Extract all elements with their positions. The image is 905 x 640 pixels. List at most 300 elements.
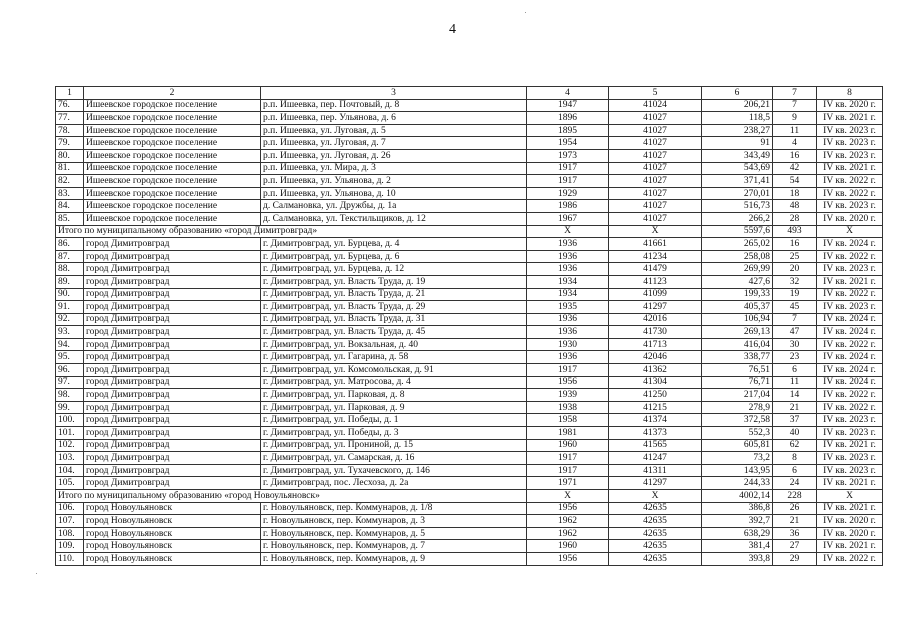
row-number-cell: 91.	[56, 301, 84, 314]
term-cell: IV кв. 2024 г.	[817, 238, 883, 251]
code-cell: 41027	[609, 212, 702, 225]
code-cell: 41565	[609, 439, 702, 452]
table-row	[56, 364, 883, 377]
year-cell: 1929	[527, 187, 609, 200]
table-row	[56, 452, 883, 465]
code-cell: 41024	[609, 99, 702, 112]
count-cell: 48	[773, 200, 817, 213]
address-cell: г. Димитровград, ул. Тухачевского, д. 146	[261, 464, 527, 477]
area-cell: 73,2	[702, 452, 773, 465]
year-cell: 1954	[527, 137, 609, 150]
table-row	[56, 238, 883, 251]
area-cell: 206,21	[702, 99, 773, 112]
year-cell: 1917	[527, 464, 609, 477]
code-cell: 41297	[609, 477, 702, 490]
area-cell: 278,9	[702, 401, 773, 414]
count-cell: 62	[773, 439, 817, 452]
address-cell: г. Димитровград, ул. Бурцева, д. 6	[261, 250, 527, 263]
area-cell: 516,73	[702, 200, 773, 213]
settlement-cell: город Димитровград	[84, 351, 261, 364]
count-cell: 19	[773, 288, 817, 301]
row-number-cell: 103.	[56, 452, 84, 465]
address-cell: д. Салмановка, ул. Текстильщиков, д. 12	[261, 212, 527, 225]
row-number-cell: 83.	[56, 187, 84, 200]
row-number-cell: 78.	[56, 124, 84, 137]
year-cell: 1971	[527, 477, 609, 490]
year-cell: 1958	[527, 414, 609, 427]
row-number-cell: 85.	[56, 212, 84, 225]
column-number-row	[56, 87, 883, 100]
code-cell: 41661	[609, 238, 702, 251]
subtotal-row	[56, 490, 883, 503]
area-cell: 91	[702, 137, 773, 150]
table-row	[56, 351, 883, 364]
term-cell: X	[817, 225, 883, 238]
row-number-cell: 95.	[56, 351, 84, 364]
year-cell: 1934	[527, 288, 609, 301]
term-cell: IV кв. 2022 г.	[817, 250, 883, 263]
count-cell: 7	[773, 99, 817, 112]
column-number-cell: 4	[527, 87, 609, 100]
term-cell: IV кв. 2024 г.	[817, 376, 883, 389]
settlement-cell: город Димитровград	[84, 364, 261, 377]
settlement-cell: город Новоульяновск	[84, 552, 261, 565]
term-cell: IV кв. 2021 г.	[817, 502, 883, 515]
address-cell: г. Димитровград, ул. Парковая, д. 8	[261, 389, 527, 402]
count-cell: 6	[773, 464, 817, 477]
row-number-cell: 77.	[56, 112, 84, 125]
count-cell: 36	[773, 527, 817, 540]
term-cell: IV кв. 2020 г.	[817, 99, 883, 112]
subtotal-label: Итого по муниципальному образованию «город Новоульяновск»	[56, 490, 527, 503]
term-cell: IV кв. 2022 г.	[817, 175, 883, 188]
count-cell: 32	[773, 275, 817, 288]
settlement-cell: город Димитровград	[84, 326, 261, 339]
area-cell: 118,5	[702, 112, 773, 125]
year-cell: 1967	[527, 212, 609, 225]
settlement-cell: город Димитровград	[84, 464, 261, 477]
year-cell: 1938	[527, 401, 609, 414]
row-number-cell: 106.	[56, 502, 84, 515]
count-cell: 7	[773, 313, 817, 326]
address-cell: г. Димитровград, ул. Прониной, д. 15	[261, 439, 527, 452]
address-cell: г. Новоульяновск, пер. Коммунаров, д. 3	[261, 515, 527, 528]
row-number-cell: 101.	[56, 427, 84, 440]
row-number-cell: 90.	[56, 288, 84, 301]
area-cell: 258,08	[702, 250, 773, 263]
settlement-cell: город Димитровград	[84, 238, 261, 251]
area-cell: 405,37	[702, 301, 773, 314]
address-cell: г. Димитровград, ул. Комсомольская, д. 91	[261, 364, 527, 377]
column-number-cell: 6	[702, 87, 773, 100]
column-number-cell: 5	[609, 87, 702, 100]
year-cell: 1934	[527, 275, 609, 288]
area-cell: 427,6	[702, 275, 773, 288]
year-cell: 1981	[527, 427, 609, 440]
term-cell: IV кв. 2021 г.	[817, 477, 883, 490]
count-cell: 228	[773, 490, 817, 503]
count-cell: 47	[773, 326, 817, 339]
area-cell: 76,71	[702, 376, 773, 389]
data-table	[55, 86, 883, 566]
code-cell: 41027	[609, 112, 702, 125]
code-cell: 41713	[609, 338, 702, 351]
area-cell: 269,99	[702, 263, 773, 276]
area-cell: 217,04	[702, 389, 773, 402]
code-cell: X	[609, 225, 702, 238]
count-cell: 40	[773, 427, 817, 440]
address-cell: г. Димитровград, ул. Гагарина, д. 58	[261, 351, 527, 364]
year-cell: 1973	[527, 149, 609, 162]
row-number-cell: 86.	[56, 238, 84, 251]
term-cell: IV кв. 2024 г.	[817, 326, 883, 339]
count-cell: 30	[773, 338, 817, 351]
row-number-cell: 92.	[56, 313, 84, 326]
area-cell: 265,02	[702, 238, 773, 251]
address-cell: г. Димитровград, ул. Бурцева, д. 12	[261, 263, 527, 276]
count-cell: 14	[773, 389, 817, 402]
term-cell: IV кв. 2022 г.	[817, 552, 883, 565]
term-cell: IV кв. 2021 г.	[817, 112, 883, 125]
row-number-cell: 98.	[56, 389, 84, 402]
term-cell: IV кв. 2020 г.	[817, 212, 883, 225]
count-cell: 24	[773, 477, 817, 490]
code-cell: 41027	[609, 149, 702, 162]
term-cell: IV кв. 2021 г.	[817, 439, 883, 452]
address-cell: г. Димитровград, ул. Власть Труда, д. 19	[261, 275, 527, 288]
area-cell: 543,69	[702, 162, 773, 175]
row-number-cell: 93.	[56, 326, 84, 339]
term-cell: IV кв. 2022 г.	[817, 389, 883, 402]
count-cell: 4	[773, 137, 817, 150]
row-number-cell: 94.	[56, 338, 84, 351]
term-cell: IV кв. 2022 г.	[817, 338, 883, 351]
code-cell: X	[609, 490, 702, 503]
term-cell: IV кв. 2024 г.	[817, 351, 883, 364]
row-number-cell: 89.	[56, 275, 84, 288]
address-cell: г. Димитровград, ул. Власть Труда, д. 31	[261, 313, 527, 326]
address-cell: г. Новоульяновск, пер. Коммунаров, д. 1/8	[261, 502, 527, 515]
year-cell: 1936	[527, 263, 609, 276]
count-cell: 21	[773, 515, 817, 528]
settlement-cell: город Новоульяновск	[84, 527, 261, 540]
table-row	[56, 288, 883, 301]
term-cell: IV кв. 2023 г.	[817, 414, 883, 427]
count-cell: 16	[773, 149, 817, 162]
table-row	[56, 477, 883, 490]
column-number-cell: 3	[261, 87, 527, 100]
row-number-cell: 110.	[56, 552, 84, 565]
code-cell: 41215	[609, 401, 702, 414]
count-cell: 11	[773, 124, 817, 137]
code-cell: 42635	[609, 502, 702, 515]
address-cell: г. Димитровград, ул. Власть Труда, д. 21	[261, 288, 527, 301]
table-row	[56, 414, 883, 427]
table-row	[56, 275, 883, 288]
table-row	[56, 175, 883, 188]
table-row	[56, 427, 883, 440]
term-cell: IV кв. 2023 г.	[817, 452, 883, 465]
term-cell: IV кв. 2022 г.	[817, 187, 883, 200]
settlement-cell: город Димитровград	[84, 414, 261, 427]
year-cell: X	[527, 490, 609, 503]
table-row	[56, 137, 883, 150]
column-number-cell: 1	[56, 87, 84, 100]
column-number-cell: 2	[84, 87, 261, 100]
count-cell: 16	[773, 238, 817, 251]
row-number-cell: 99.	[56, 401, 84, 414]
code-cell: 41027	[609, 137, 702, 150]
settlement-cell: город Димитровград	[84, 376, 261, 389]
term-cell: IV кв. 2023 г.	[817, 301, 883, 314]
address-cell: г. Димитровград, ул. Парковая, д. 9	[261, 401, 527, 414]
count-cell: 42	[773, 162, 817, 175]
area-cell: 392,7	[702, 515, 773, 528]
table-row	[56, 515, 883, 528]
settlement-cell: Ишеевское городское поселение	[84, 187, 261, 200]
settlement-cell: Ишеевское городское поселение	[84, 162, 261, 175]
count-cell: 6	[773, 364, 817, 377]
settlement-cell: Ишеевское городское поселение	[84, 99, 261, 112]
term-cell: IV кв. 2023 г.	[817, 124, 883, 137]
area-cell: 393,8	[702, 552, 773, 565]
code-cell: 42016	[609, 313, 702, 326]
term-cell: IV кв. 2020 г.	[817, 515, 883, 528]
subtotal-row	[56, 225, 883, 238]
area-cell: 605,81	[702, 439, 773, 452]
settlement-cell: город Димитровград	[84, 263, 261, 276]
row-number-cell: 81.	[56, 162, 84, 175]
table-row	[56, 389, 883, 402]
term-cell: IV кв. 2024 г.	[817, 364, 883, 377]
settlement-cell: город Димитровград	[84, 275, 261, 288]
code-cell: 41730	[609, 326, 702, 339]
table-row	[56, 250, 883, 263]
area-cell: 638,29	[702, 527, 773, 540]
term-cell: IV кв. 2021 г.	[817, 162, 883, 175]
year-cell: 1917	[527, 452, 609, 465]
settlement-cell: Ишеевское городское поселение	[84, 149, 261, 162]
row-number-cell: 109.	[56, 540, 84, 553]
code-cell: 42635	[609, 540, 702, 553]
count-cell: 25	[773, 250, 817, 263]
area-cell: 4002,14	[702, 490, 773, 503]
code-cell: 41099	[609, 288, 702, 301]
address-cell: р.п. Ишеевка, ул. Мира, д. 3	[261, 162, 527, 175]
count-cell: 27	[773, 540, 817, 553]
count-cell: 8	[773, 452, 817, 465]
table-row	[56, 439, 883, 452]
area-cell: 343,49	[702, 149, 773, 162]
count-cell: 37	[773, 414, 817, 427]
table-row	[56, 301, 883, 314]
settlement-cell: город Димитровград	[84, 250, 261, 263]
term-cell: IV кв. 2023 г.	[817, 137, 883, 150]
row-number-cell: 108.	[56, 527, 84, 540]
area-cell: 5597,6	[702, 225, 773, 238]
year-cell: 1947	[527, 99, 609, 112]
table-row	[56, 149, 883, 162]
year-cell: 1936	[527, 313, 609, 326]
settlement-cell: Ишеевское городское поселение	[84, 212, 261, 225]
settlement-cell: город Димитровград	[84, 288, 261, 301]
row-number-cell: 84.	[56, 200, 84, 213]
row-number-cell: 76.	[56, 99, 84, 112]
year-cell: X	[527, 225, 609, 238]
code-cell: 41027	[609, 187, 702, 200]
year-cell: 1936	[527, 250, 609, 263]
address-cell: г. Димитровград, ул. Самарская, д. 16	[261, 452, 527, 465]
term-cell: IV кв. 2022 г.	[817, 288, 883, 301]
code-cell: 41234	[609, 250, 702, 263]
column-number-cell: 8	[817, 87, 883, 100]
code-cell: 42635	[609, 515, 702, 528]
term-cell: X	[817, 490, 883, 503]
settlement-cell: Ишеевское городское поселение	[84, 124, 261, 137]
settlement-cell: город Димитровград	[84, 427, 261, 440]
year-cell: 1962	[527, 527, 609, 540]
table-row	[56, 187, 883, 200]
row-number-cell: 102.	[56, 439, 84, 452]
table-row	[56, 464, 883, 477]
term-cell: IV кв. 2023 г.	[817, 464, 883, 477]
year-cell: 1956	[527, 376, 609, 389]
code-cell: 41311	[609, 464, 702, 477]
row-number-cell: 80.	[56, 149, 84, 162]
settlement-cell: город Новоульяновск	[84, 515, 261, 528]
code-cell: 41250	[609, 389, 702, 402]
address-cell: р.п. Ишеевка, ул. Луговая, д. 7	[261, 137, 527, 150]
settlement-cell: Ишеевское городское поселение	[84, 112, 261, 125]
year-cell: 1917	[527, 364, 609, 377]
code-cell: 41123	[609, 275, 702, 288]
year-cell: 1956	[527, 552, 609, 565]
year-cell: 1895	[527, 124, 609, 137]
code-cell: 41362	[609, 364, 702, 377]
page-number: 4	[449, 22, 456, 37]
year-cell: 1917	[527, 162, 609, 175]
year-cell: 1939	[527, 389, 609, 402]
settlement-cell: город Новоульяновск	[84, 540, 261, 553]
address-cell: г. Димитровград, ул. Вокзальная, д. 40	[261, 338, 527, 351]
table-row	[56, 401, 883, 414]
row-number-cell: 88.	[56, 263, 84, 276]
area-cell: 381,4	[702, 540, 773, 553]
count-cell: 20	[773, 263, 817, 276]
row-number-cell: 79.	[56, 137, 84, 150]
row-number-cell: 104.	[56, 464, 84, 477]
table-row	[56, 162, 883, 175]
code-cell: 41479	[609, 263, 702, 276]
code-cell: 41027	[609, 124, 702, 137]
code-cell: 41027	[609, 175, 702, 188]
term-cell: IV кв. 2021 г.	[817, 540, 883, 553]
table-row	[56, 338, 883, 351]
code-cell: 41304	[609, 376, 702, 389]
year-cell: 1935	[527, 301, 609, 314]
address-cell: г. Димитровград, ул. Победы, д. 3	[261, 427, 527, 440]
table-row	[56, 212, 883, 225]
year-cell: 1986	[527, 200, 609, 213]
area-cell: 266,2	[702, 212, 773, 225]
count-cell: 9	[773, 112, 817, 125]
table-row	[56, 99, 883, 112]
address-cell: г. Димитровград, ул. Бурцева, д. 4	[261, 238, 527, 251]
term-cell: IV кв. 2024 г.	[817, 313, 883, 326]
address-cell: р.п. Ишеевка, пер. Ульянова, д. 6	[261, 112, 527, 125]
area-cell: 106,94	[702, 313, 773, 326]
year-cell: 1936	[527, 351, 609, 364]
settlement-cell: город Димитровград	[84, 301, 261, 314]
table-row	[56, 200, 883, 213]
address-cell: г. Димитровград, ул. Власть Труда, д. 29	[261, 301, 527, 314]
row-number-cell: 105.	[56, 477, 84, 490]
area-cell: 386,8	[702, 502, 773, 515]
address-cell: д. Салмановка, ул. Дружбы, д. 1а	[261, 200, 527, 213]
table-row	[56, 540, 883, 553]
area-cell: 269,13	[702, 326, 773, 339]
area-cell: 143,95	[702, 464, 773, 477]
count-cell: 11	[773, 376, 817, 389]
term-cell: IV кв. 2021 г.	[817, 275, 883, 288]
table-row	[56, 527, 883, 540]
settlement-cell: город Димитровград	[84, 313, 261, 326]
settlement-cell: город Димитровград	[84, 389, 261, 402]
year-cell: 1917	[527, 175, 609, 188]
row-number-cell: 97.	[56, 376, 84, 389]
area-cell: 244,33	[702, 477, 773, 490]
area-cell: 238,27	[702, 124, 773, 137]
settlement-cell: город Димитровград	[84, 477, 261, 490]
table-row	[56, 376, 883, 389]
settlement-cell: город Новоульяновск	[84, 502, 261, 515]
count-cell: 21	[773, 401, 817, 414]
term-cell: IV кв. 2020 г.	[817, 527, 883, 540]
scan-speck	[36, 573, 37, 574]
count-cell: 23	[773, 351, 817, 364]
code-cell: 41374	[609, 414, 702, 427]
row-number-cell: 96.	[56, 364, 84, 377]
table-row	[56, 263, 883, 276]
area-cell: 416,04	[702, 338, 773, 351]
code-cell: 41027	[609, 162, 702, 175]
count-cell: 18	[773, 187, 817, 200]
settlement-cell: город Димитровград	[84, 452, 261, 465]
table-row	[56, 502, 883, 515]
address-cell: р.п. Ишеевка, ул. Луговая, д. 26	[261, 149, 527, 162]
address-cell: р.п. Ишеевка, ул. Ульянова, д. 2	[261, 175, 527, 188]
code-cell: 42635	[609, 527, 702, 540]
term-cell: IV кв. 2023 г.	[817, 427, 883, 440]
address-cell: р.п. Ишеевка, ул. Ульянова, д. 10	[261, 187, 527, 200]
count-cell: 54	[773, 175, 817, 188]
area-cell: 338,77	[702, 351, 773, 364]
year-cell: 1936	[527, 326, 609, 339]
address-cell: р.п. Ишеевка, пер. Почтовый, д. 8	[261, 99, 527, 112]
term-cell: IV кв. 2023 г.	[817, 149, 883, 162]
count-cell: 28	[773, 212, 817, 225]
area-cell: 552,3	[702, 427, 773, 440]
row-number-cell: 107.	[56, 515, 84, 528]
address-cell: г. Новоульяновск, пер. Коммунаров, д. 9	[261, 552, 527, 565]
year-cell: 1962	[527, 515, 609, 528]
year-cell: 1960	[527, 540, 609, 553]
code-cell: 41247	[609, 452, 702, 465]
settlement-cell: город Димитровград	[84, 338, 261, 351]
address-cell: г. Новоульяновск, пер. Коммунаров, д. 5	[261, 527, 527, 540]
row-number-cell: 82.	[56, 175, 84, 188]
term-cell: IV кв. 2023 г.	[817, 200, 883, 213]
